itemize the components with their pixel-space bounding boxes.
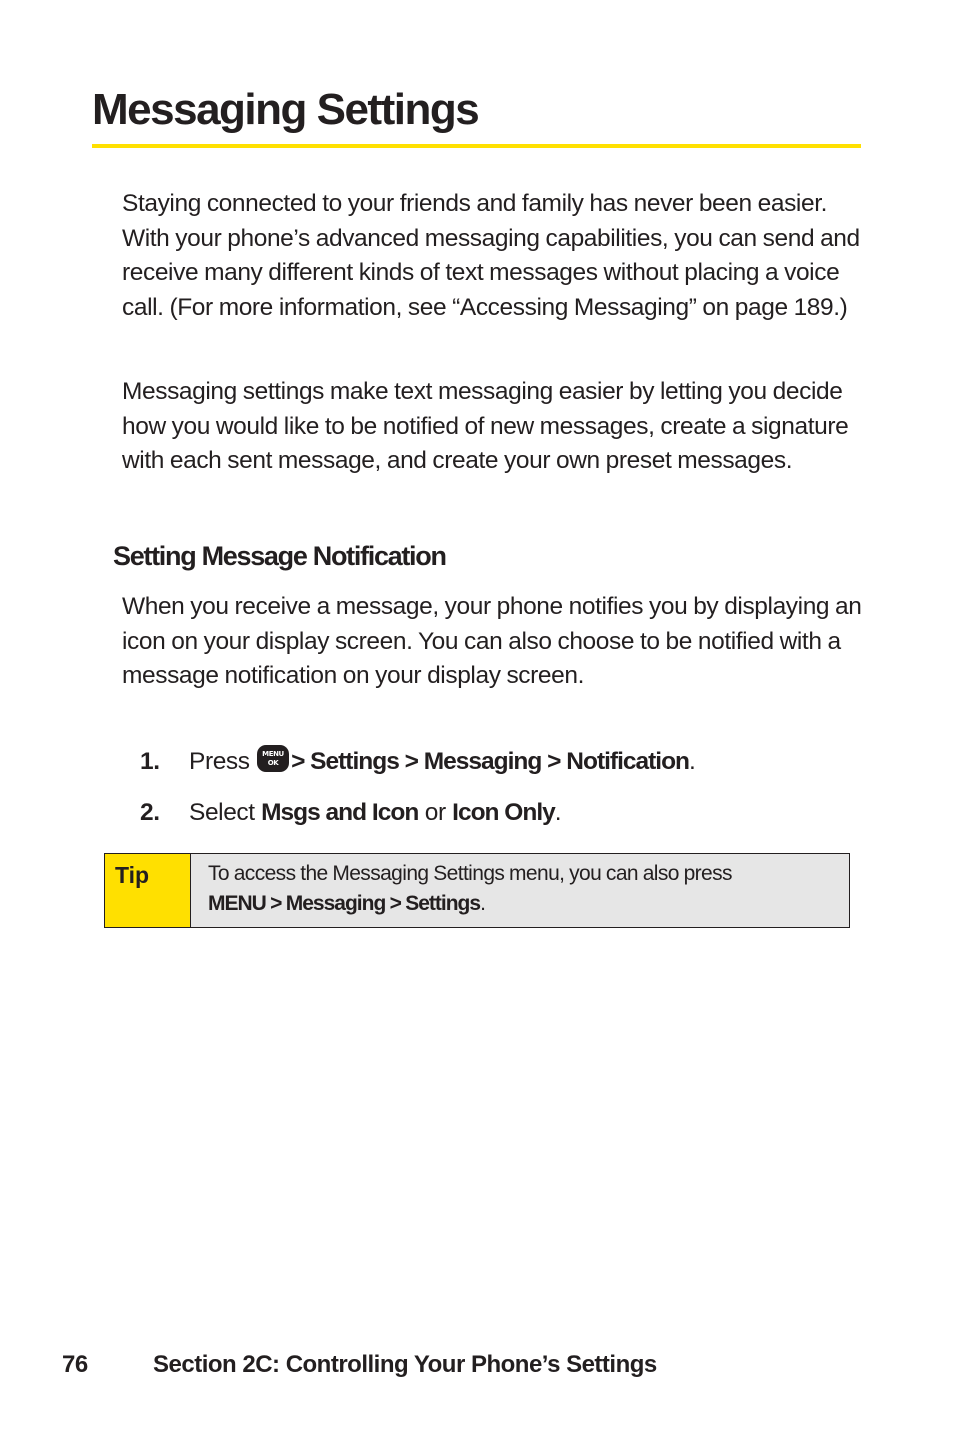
section-heading: Setting Message Notification: [113, 541, 446, 571]
title-divider: [92, 144, 861, 148]
intro-paragraph-1: Staying connected to your friends and family has never been easier. With your phone’s advanced messaging capabilities, you can send and receive many different kinds of text messages without placing a voice call. (For more information, see “Accessing Messaging” on page 189.): [122, 190, 860, 322]
option-connector: or: [424, 799, 446, 826]
tip-suffix: .: [480, 892, 486, 915]
tip-label: Tip: [115, 862, 150, 888]
menu-path: > Settings > Messaging > Notification: [291, 748, 690, 775]
tip-body: To access the Messaging Settings menu, you can also press: [208, 862, 732, 885]
tip-label-cell: [105, 854, 191, 927]
svg-text:OK: OK: [267, 759, 279, 767]
step-1: [140, 745, 695, 779]
tip-menu-path: MENU > Messaging > Settings: [208, 892, 481, 915]
step-suffix: .: [554, 799, 562, 826]
tip-box: [104, 853, 850, 928]
section-paragraph: When you receive a message, your phone notifies you by displaying an icon on your display screen. You can also choose to be notified with a message notification on your display screen.: [122, 593, 862, 690]
footer-section-title: Section 2C: Controlling Your Phone’s Settings: [153, 1351, 657, 1378]
option-msgs-and-icon: Msgs and Icon: [261, 799, 419, 826]
intro-paragraph-2: Messaging settings make text messaging easier by letting you decide how you would like to be notified of new messages, create a signature with each sent message, and create your own preset messages.: [122, 378, 849, 475]
svg-text:MENU: MENU: [262, 750, 284, 758]
option-icon-only: Icon Only: [452, 799, 555, 826]
step-verb: Select: [189, 799, 255, 826]
page-number: 76: [62, 1351, 88, 1378]
step-number: 1.: [140, 748, 160, 775]
step-verb: Press: [189, 748, 250, 775]
tip-text: [208, 859, 838, 919]
step-number: 2.: [140, 799, 160, 826]
step-suffix: .: [689, 748, 696, 775]
menu-ok-key-icon: [257, 745, 289, 772]
page-footer: [62, 1349, 657, 1381]
step-2: [140, 796, 561, 830]
page-title: Messaging Settings: [92, 85, 479, 134]
